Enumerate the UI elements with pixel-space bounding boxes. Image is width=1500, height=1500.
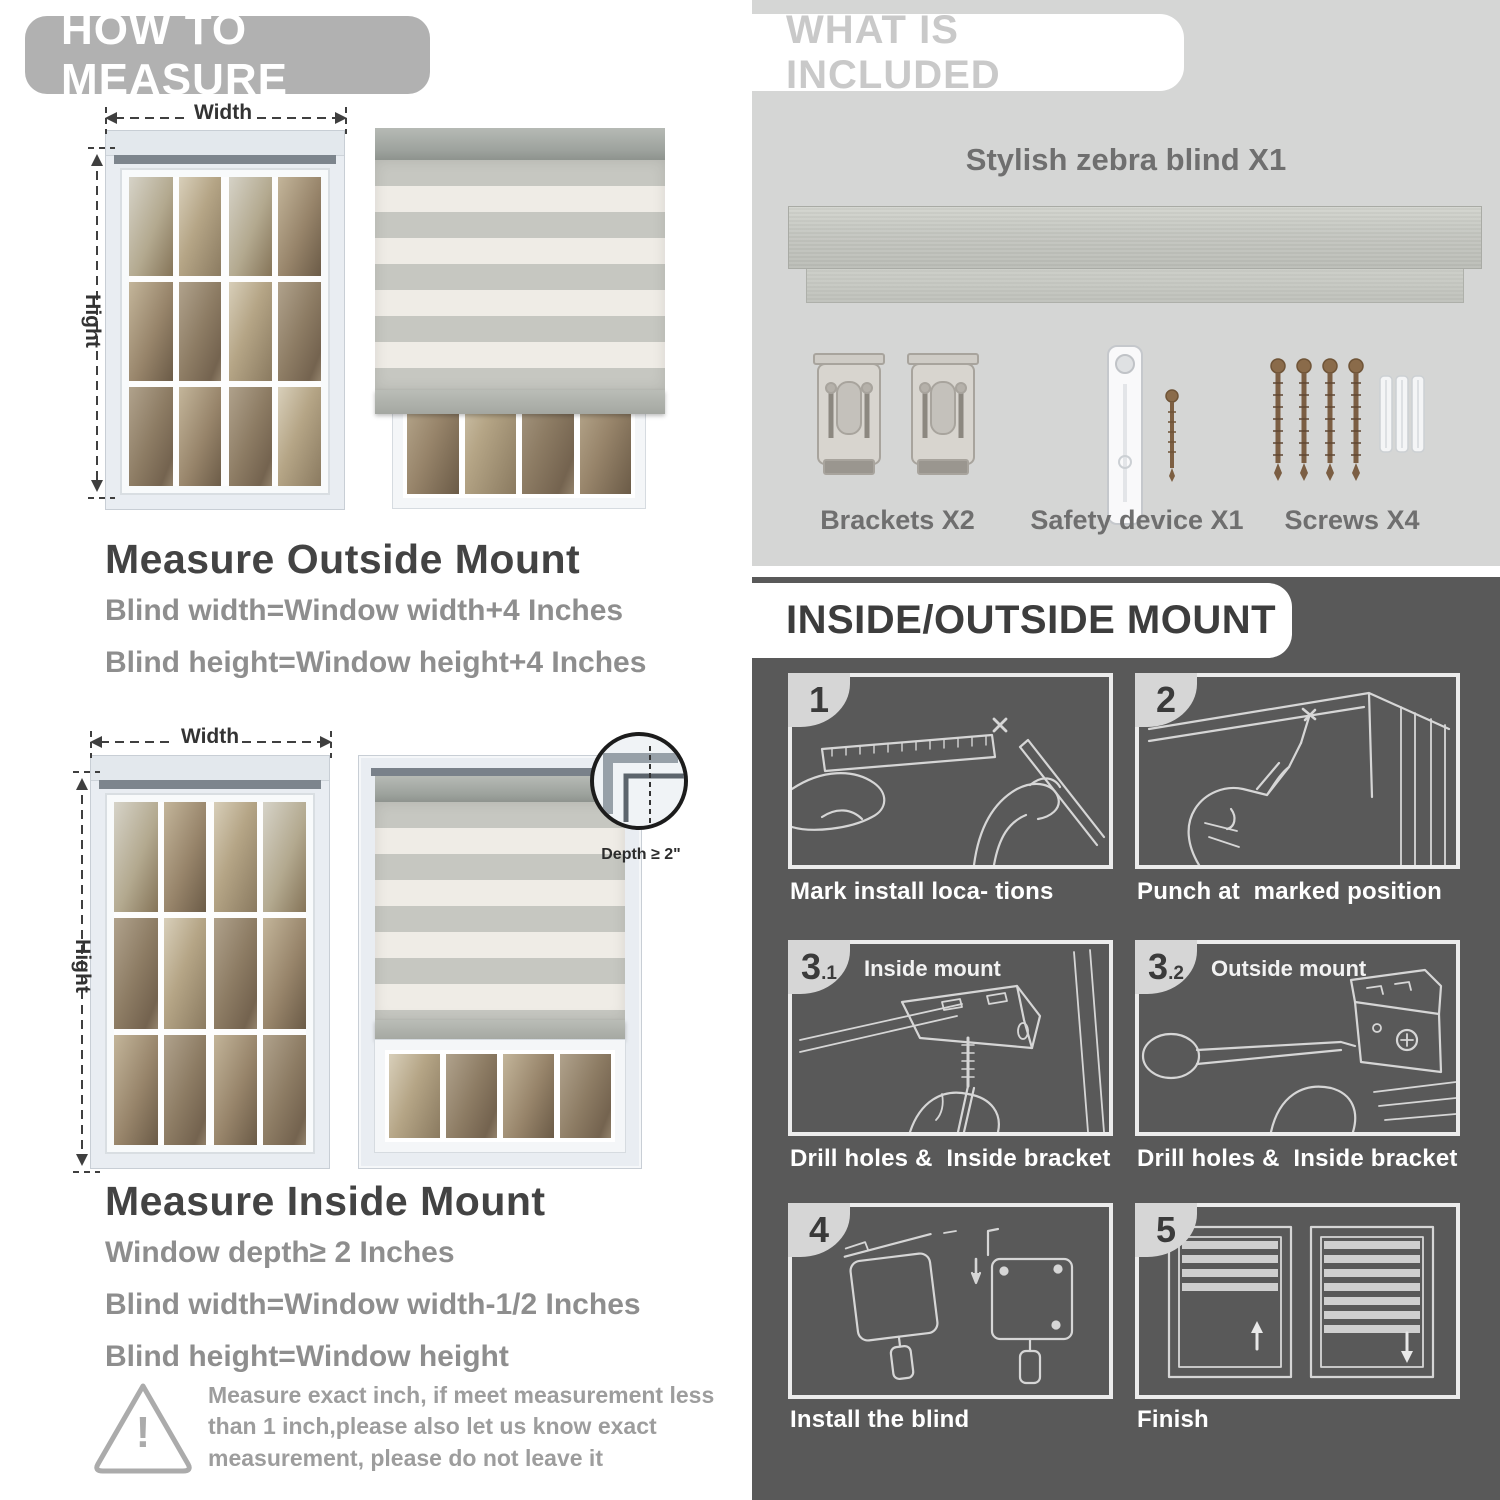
step-number-badge: 1	[788, 673, 850, 727]
inside-mount-title: Measure Inside Mount	[105, 1178, 546, 1224]
outside-mount-title: Measure Outside Mount	[105, 536, 581, 582]
blind-fabric	[375, 802, 625, 1020]
width-label-outside: Width	[193, 101, 253, 124]
how-to-measure-header	[25, 5, 430, 104]
what-is-included-title: WHAT IS INCLUDED	[786, 7, 1001, 97]
step-2-panel	[1135, 673, 1460, 869]
inside-outside-mount-header	[752, 583, 1292, 658]
inside-outside-mount-title: INSIDE/OUTSIDE MOUNT	[786, 598, 1277, 642]
step-5-panel	[1135, 1203, 1460, 1399]
step-3-2-caption: Drill holes & Inside bracket	[1137, 1145, 1458, 1172]
how-to-measure-title: HOW TO MEASURE	[61, 5, 289, 104]
step-4-caption: Install the blind	[790, 1406, 970, 1433]
window-under-blind	[375, 1040, 625, 1152]
blind-headrail-image	[788, 206, 1482, 269]
height-label-inside: Hight	[71, 939, 94, 993]
inside-mount-line2: Blind width=Window width-1/2 Inches	[105, 1288, 641, 1321]
step-4-panel	[788, 1203, 1113, 1399]
blind-cassette	[375, 776, 625, 802]
outside-mount-line1: Blind width=Window width+4 Inches	[105, 594, 624, 627]
brackets-label: Brackets X2	[820, 505, 975, 535]
section-divider	[752, 566, 1500, 577]
blind-cassette	[375, 128, 665, 160]
step-number-badge: 3 .1	[788, 940, 850, 994]
blind-bottom-rail	[375, 390, 665, 414]
zebra-blind-outside-mount	[375, 128, 665, 414]
inside-mount-line3: Blind height=Window height	[105, 1340, 509, 1373]
frame-corner-detail	[594, 736, 684, 826]
step-2-caption: Punch at marked position	[1137, 878, 1443, 905]
product-label: Stylish zebra blind X1	[965, 142, 1287, 177]
depth-magnifier-icon	[590, 732, 688, 830]
safety-device-label: Safety device X1	[1030, 505, 1244, 535]
step-3-1-caption: Drill holes & Inside bracket	[790, 1145, 1111, 1172]
brackets-icon	[812, 350, 982, 490]
measure-arrows-inside	[70, 728, 350, 1190]
step-number-badge: 4	[788, 1203, 850, 1257]
step-3-1-title: Inside mount	[864, 956, 1001, 981]
height-label-outside: Hight	[81, 294, 104, 348]
step-number-badge: 2	[1135, 673, 1197, 727]
step-3-2-panel	[1135, 940, 1460, 1136]
depth-callout-label: Depth ≥ 2"	[601, 846, 681, 863]
step-5-caption: Finish	[1137, 1406, 1209, 1433]
warning-triangle-icon	[92, 1378, 194, 1476]
blind-bottom-rail	[375, 1020, 625, 1040]
width-label-inside: Width	[180, 725, 240, 748]
warning-text: Measure exact inch, if meet measurement less than 1 inch,please also let us know exact measurement, please do not leave it	[208, 1382, 715, 1471]
zebra-blind-inside-mount	[358, 755, 642, 1169]
warning-exclamation: !	[135, 1408, 151, 1457]
step-3-2-title: Outside mount	[1211, 956, 1367, 981]
inside-mount-line1: Window depth≥ 2 Inches	[105, 1236, 455, 1269]
blind-fabric-roll-image	[806, 269, 1464, 303]
step-1-panel	[788, 673, 1113, 869]
step-1-caption: Mark install loca- tions	[790, 878, 1054, 905]
measure-arrows-outside	[85, 104, 365, 516]
screws-label: Screws X4	[1284, 505, 1420, 535]
step-3-1-panel	[788, 940, 1113, 1136]
what-is-included-header	[752, 7, 1184, 97]
outside-mount-line2: Blind height=Window height+4 Inches	[105, 646, 647, 679]
step-number-badge: 3 .2	[1135, 940, 1197, 994]
screws-icon	[1268, 358, 1436, 513]
blind-fabric	[375, 160, 665, 390]
step-number-badge: 5	[1135, 1203, 1197, 1257]
